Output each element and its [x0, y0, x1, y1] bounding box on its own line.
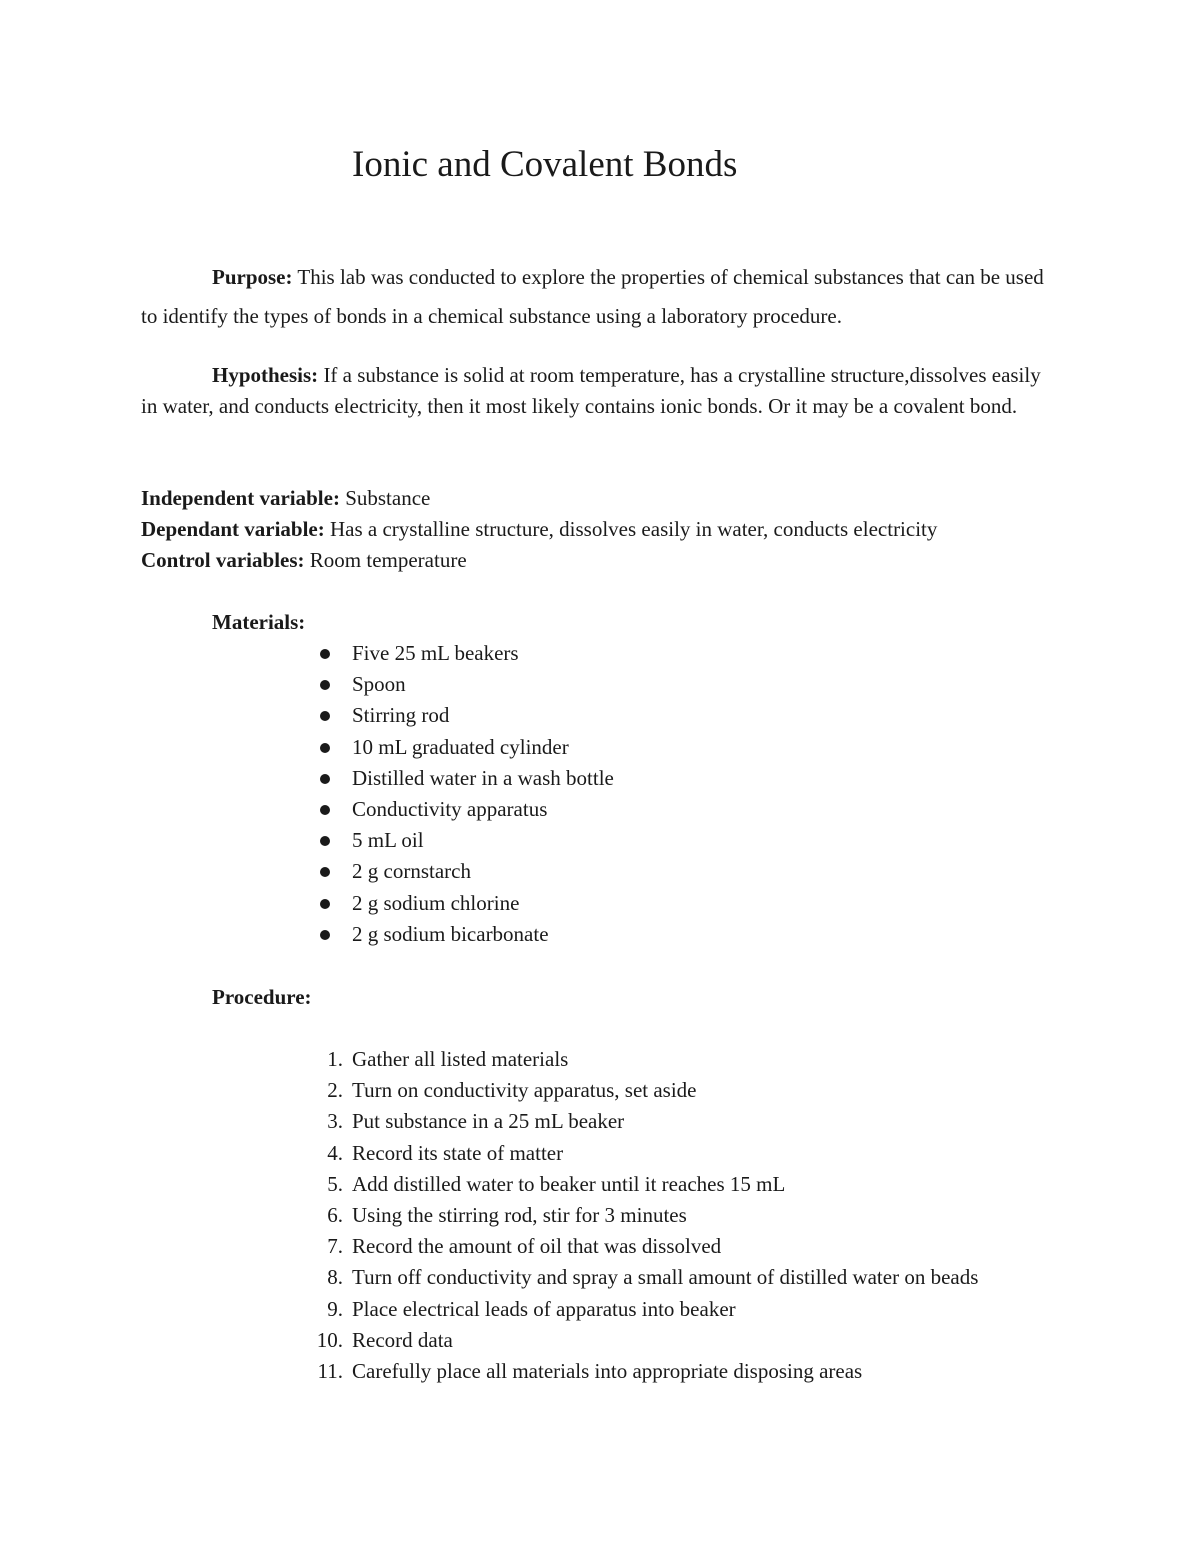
independent-variable-value: Substance	[345, 486, 431, 510]
control-variables-label: Control variables:	[141, 548, 305, 572]
step-text: Record its state of matter	[352, 1140, 564, 1165]
independent-variable-label: Independent variable:	[141, 486, 340, 510]
procedure-step	[327, 1075, 978, 1106]
procedure-step	[327, 1138, 978, 1169]
procedure-step	[327, 1169, 978, 1200]
bullet-icon	[320, 774, 330, 784]
procedure-list	[316, 1044, 979, 1387]
procedure-step	[327, 1231, 978, 1262]
list-item: 2 g sodium bicarbonate	[352, 919, 614, 950]
purpose-label: Purpose:	[212, 265, 293, 289]
variables-block	[141, 483, 937, 576]
procedure-step	[327, 1294, 978, 1325]
step-number: 6.	[327, 1203, 343, 1228]
purpose-paragraph	[141, 258, 1051, 336]
step-number: 9.	[327, 1296, 343, 1321]
hypothesis-text: If a substance is solid at room temperature, has a crystalline structure,dissolves easily in water, and conducts electricity, then it most likely contains ionic bonds. Or it may be a covalent bond.	[141, 363, 1041, 418]
materials-list	[352, 638, 614, 950]
bullet-icon	[320, 930, 330, 940]
list-item: Five 25 mL beakers	[352, 638, 614, 669]
bullet-icon	[320, 743, 330, 753]
step-text: Gather all listed materials	[352, 1047, 569, 1071]
procedure-step	[327, 1262, 979, 1293]
procedure-step	[316, 1325, 978, 1356]
control-variables-value: Room temperature	[309, 548, 467, 572]
procedure-step	[327, 1200, 978, 1231]
procedure-heading: Procedure:	[212, 985, 312, 1009]
step-number: 4.	[327, 1140, 343, 1165]
step-number: 3.	[327, 1109, 343, 1134]
step-text: Record the amount of oil that was dissolved	[352, 1234, 722, 1259]
step-text: Place electrical leads of apparatus into beaker	[352, 1296, 736, 1321]
materials-heading: Materials:	[212, 610, 306, 634]
independent-variable-line	[141, 483, 937, 514]
list-item: 10 mL graduated cylinder	[352, 732, 614, 763]
list-item: Stirring rod	[352, 700, 614, 731]
procedure-step	[327, 1044, 978, 1075]
bullet-icon	[320, 899, 330, 909]
page-title: Ionic and Covalent Bonds	[352, 144, 738, 185]
list-item: Distilled water in a wash bottle	[352, 763, 614, 794]
list-item: Spoon	[352, 669, 614, 700]
hypothesis-paragraph	[141, 360, 1051, 422]
bullet-icon	[320, 680, 330, 690]
step-number: 11.	[317, 1359, 343, 1384]
step-number: 1.	[327, 1047, 343, 1071]
step-number: 7.	[327, 1234, 343, 1259]
bullet-icon	[320, 711, 330, 721]
step-text: Put substance in a 25 mL beaker	[352, 1109, 625, 1134]
hypothesis-label: Hypothesis:	[212, 363, 319, 387]
list-item: 5 mL oil	[352, 825, 614, 856]
bullet-icon	[320, 867, 330, 877]
procedure-step	[327, 1106, 978, 1137]
step-number: 10.	[316, 1327, 343, 1352]
bullet-icon	[320, 649, 330, 659]
dependent-variable-label: Dependant variable:	[141, 517, 325, 541]
bullet-icon	[320, 836, 330, 846]
control-variables-line	[141, 545, 937, 576]
dependent-variable-line	[141, 514, 937, 545]
dependent-variable-value: Has a crystalline structure, dissolves easily in water, conducts electricity	[330, 517, 938, 541]
step-text: Add distilled water to beaker until it reaches 15 mL	[352, 1171, 786, 1196]
step-number: 8.	[327, 1265, 343, 1290]
step-text: Carefully place all materials into appropriate disposing areas	[352, 1359, 863, 1384]
step-number: 2.	[327, 1078, 343, 1103]
procedure-step	[317, 1356, 978, 1387]
list-item: 2 g sodium chlorine	[352, 888, 614, 919]
bullet-icon	[320, 805, 330, 815]
list-item: Conductivity apparatus	[352, 794, 614, 825]
purpose-text: This lab was conducted to explore the properties of chemical substances that can be used to identify the types of bonds in a chemical substance using a laboratory procedure.	[141, 265, 1044, 328]
step-text: Using the stirring rod, stir for 3 minutes	[352, 1203, 687, 1228]
list-item: 2 g cornstarch	[352, 856, 614, 887]
step-text: Turn off conductivity and spray a small amount of distilled water on beads	[352, 1265, 979, 1290]
step-text: Turn on conductivity apparatus, set aside	[352, 1078, 697, 1103]
step-text: Record data	[352, 1327, 453, 1352]
step-number: 5.	[327, 1171, 343, 1196]
